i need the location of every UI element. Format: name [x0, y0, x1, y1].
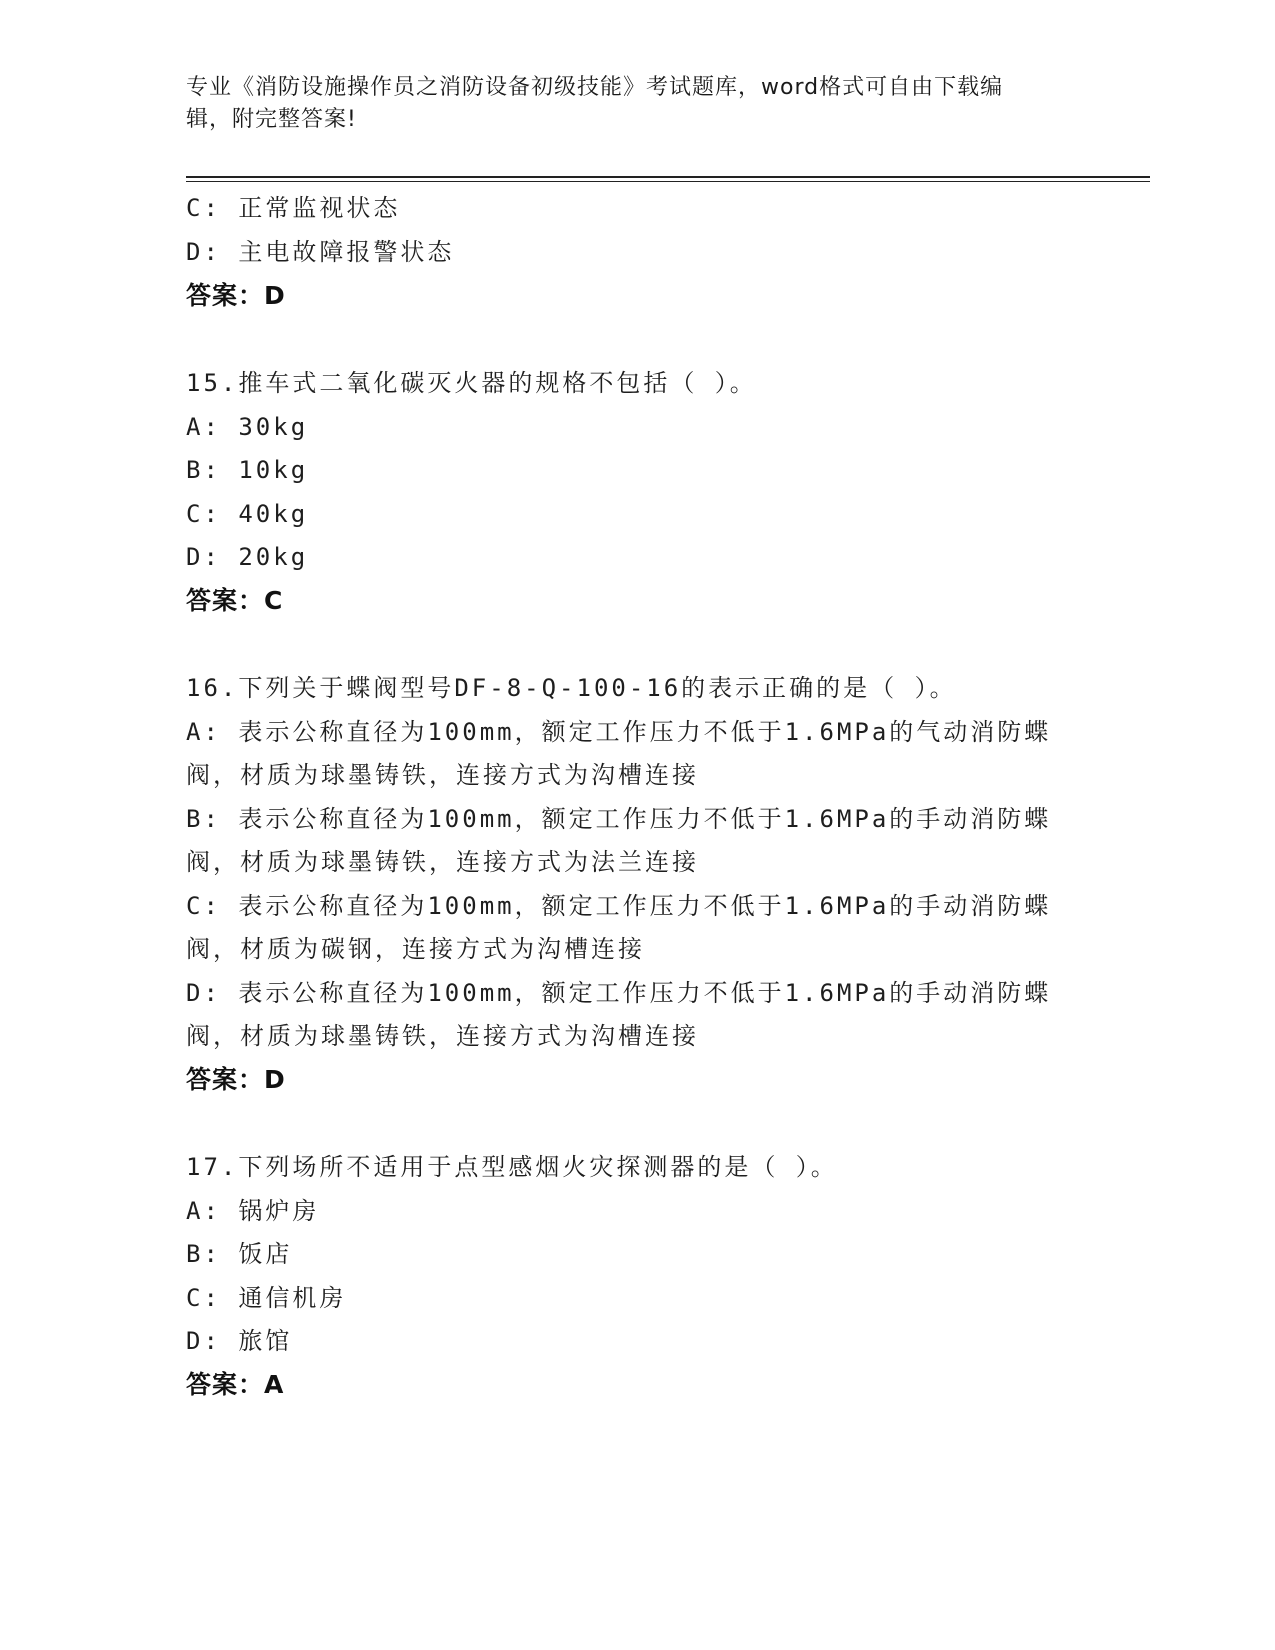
q16-answer: 答案：D	[186, 1065, 286, 1094]
q15-answer: 答案：C	[186, 586, 284, 615]
q15-option-b: B: 10kg	[186, 456, 309, 484]
q17-option-b: B: 饭店	[186, 1240, 293, 1268]
q14-option-d: D: 主电故障报警状态	[186, 238, 455, 266]
q16-option-d-line-1: D: 表示公称直径为100mm，额定工作压力不低于1.6MPa的手动消防蝶	[186, 979, 1052, 1007]
q14-option-c: C: 正常监视状态	[186, 194, 401, 222]
q16-option-b-line-1: B: 表示公称直径为100mm，额定工作压力不低于1.6MPa的手动消防蝶	[186, 805, 1052, 833]
q16-option-a-line-2: 阀，材质为球墨铸铁，连接方式为沟槽连接	[186, 761, 699, 789]
header-divider-thick	[186, 176, 1150, 178]
q17-option-c: C: 通信机房	[186, 1284, 347, 1312]
q16-option-b-line-2: 阀，材质为球墨铸铁，连接方式为法兰连接	[186, 848, 699, 876]
q17-option-a: A: 锅炉房	[186, 1197, 320, 1225]
q14-answer: 答案：D	[186, 281, 286, 310]
q17-question: 17.下列场所不适用于点型感烟火灾探测器的是（ ）。	[186, 1153, 838, 1181]
q16-option-d-line-2: 阀，材质为球墨铸铁，连接方式为沟槽连接	[186, 1022, 699, 1050]
q15-option-d: D: 20kg	[186, 543, 309, 571]
q15-option-a: A: 30kg	[186, 413, 309, 441]
q16-question: 16.下列关于蝶阀型号DF-8-Q-100-16的表示正确的是（ ）。	[186, 674, 957, 702]
q16-option-c-line-2: 阀，材质为碳钢，连接方式为沟槽连接	[186, 935, 645, 963]
header-divider-thin	[186, 181, 1150, 182]
q17-answer: 答案：A	[186, 1370, 285, 1399]
q15-question: 15.推车式二氧化碳灭火器的规格不包括（ ）。	[186, 369, 757, 397]
header-line-1: 专业《消防设施操作员之消防设备初级技能》考试题库，word格式可自由下载编	[186, 75, 1004, 100]
document-header	[186, 72, 1086, 136]
header-line-2: 辑，附完整答案!	[186, 107, 357, 132]
q17-option-d: D: 旅馆	[186, 1327, 293, 1355]
q16-option-a-line-1: A: 表示公称直径为100mm，额定工作压力不低于1.6MPa的气动消防蝶	[186, 718, 1052, 746]
q15-option-c: C: 40kg	[186, 500, 309, 528]
q16-option-c-line-1: C: 表示公称直径为100mm，额定工作压力不低于1.6MPa的手动消防蝶	[186, 892, 1052, 920]
